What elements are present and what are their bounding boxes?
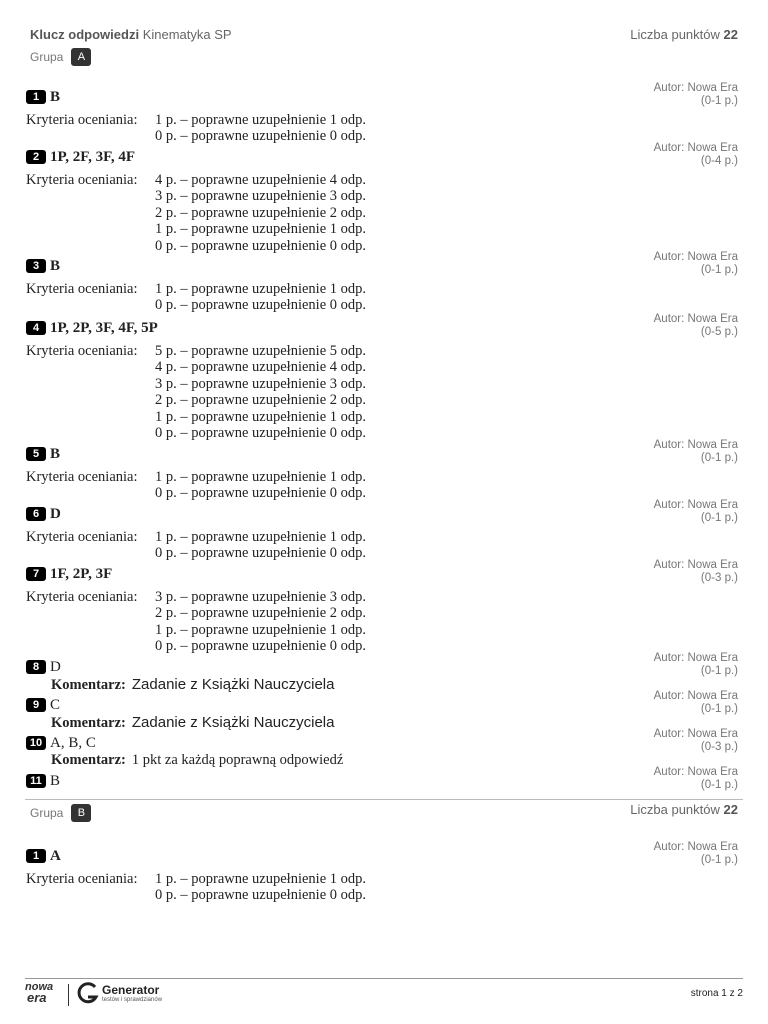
question-author: Autor: Nowa Era	[653, 439, 738, 451]
question-header	[26, 319, 738, 337]
question-item	[26, 766, 738, 791]
question-item	[26, 690, 738, 732]
criteria-label: Kryteria oceniania:	[26, 469, 138, 485]
question-number-badge: 3	[26, 259, 46, 273]
question-points: (0-1 p.)	[700, 512, 738, 524]
criteria-line: 0 p. – poprawne uzupełnienie 0 odp.	[155, 545, 367, 562]
grading-criteria	[26, 281, 738, 314]
question-meta	[654, 439, 738, 465]
question-author: Autor: Nowa Era	[653, 841, 738, 853]
criteria-list	[155, 281, 366, 314]
criteria-label: Kryteria oceniania:	[26, 871, 138, 887]
criteria-line: 1 p. – poprawne uzupełnienie 1 odp.	[155, 281, 367, 297]
question-header	[26, 734, 738, 752]
grading-criteria	[26, 871, 738, 904]
grading-criteria	[26, 112, 738, 145]
criteria-line: 3 p. – poprawne uzupełnienie 3 odp.	[155, 589, 367, 605]
page-header	[30, 27, 738, 42]
question-author: Autor: Nowa Era	[653, 499, 738, 511]
document-title: Klucz odpowiedzi Kinematyka SP	[30, 27, 232, 42]
question-author: Autor: Nowa Era	[653, 82, 738, 94]
generator-g-icon	[77, 982, 99, 1006]
question-meta	[654, 652, 738, 678]
question-item	[26, 142, 738, 254]
grading-criteria	[26, 529, 738, 562]
comment-text: 1 pkt za każdą poprawną odpowiedź	[131, 752, 344, 768]
question-number-badge: 10	[26, 736, 46, 750]
question-points: (0-1 p.)	[700, 779, 738, 791]
criteria-line: 2 p. – poprawne uzupełnienie 2 odp.	[155, 204, 367, 221]
comment-label: Komentarz:	[51, 677, 126, 693]
criteria-line: 0 p. – poprawne uzupełnienie 0 odp.	[155, 485, 367, 502]
grading-criteria	[26, 172, 738, 254]
question-item	[26, 841, 738, 904]
question-points: (0-1 p.)	[700, 854, 738, 866]
criteria-line: 1 p. – poprawne uzupełnienie 1 odp.	[155, 621, 367, 638]
question-answer: A, B, C	[50, 734, 96, 751]
question-points: (0-5 p.)	[700, 326, 738, 338]
criteria-line: 1 p. – poprawne uzupełnienie 1 odp.	[155, 408, 367, 425]
question-meta	[654, 559, 738, 585]
comment-label: Komentarz:	[51, 752, 126, 768]
criteria-line: 0 p. – poprawne uzupełnienie 0 odp.	[155, 638, 367, 655]
page-footer	[25, 982, 743, 1008]
question-meta	[654, 690, 738, 716]
criteria-line: 4 p. – poprawne uzupełnienie 4 odp.	[155, 172, 367, 188]
question-points: (0-1 p.)	[700, 452, 738, 464]
criteria-label: Kryteria oceniania:	[26, 589, 138, 605]
question-header	[26, 847, 738, 865]
question-answer: B	[50, 445, 61, 462]
question-header	[26, 696, 738, 714]
criteria-list	[155, 589, 366, 655]
question-points: (0-1 p.)	[700, 703, 738, 715]
question-item	[26, 439, 738, 502]
question-header	[26, 505, 738, 523]
question-header	[26, 565, 738, 583]
question-meta	[654, 499, 738, 525]
criteria-list	[155, 871, 366, 904]
question-number-badge: 8	[26, 660, 46, 674]
question-answer: 1P, 2P, 3F, 4F, 5P	[50, 319, 158, 336]
generator-logo: Generator testów i sprawdzianów	[77, 982, 162, 1006]
question-answer: B	[50, 772, 61, 789]
criteria-list	[155, 112, 366, 145]
criteria-line: 1 p. – poprawne uzupełnienie 1 odp.	[155, 112, 367, 128]
question-points: (0-4 p.)	[700, 155, 738, 167]
group-a-label: Grupa A	[30, 48, 91, 66]
question-number-badge: 9	[26, 698, 46, 712]
criteria-line: 3 p. – poprawne uzupełnienie 3 odp.	[155, 375, 367, 392]
question-item	[26, 559, 738, 655]
question-item	[26, 82, 738, 145]
criteria-line: 1 p. – poprawne uzupełnienie 1 odp.	[155, 871, 367, 887]
question-header	[26, 148, 738, 166]
criteria-line: 0 p. – poprawne uzupełnienie 0 odp.	[155, 425, 367, 442]
comment-text: Zadanie z Książki Nauczyciela	[131, 714, 335, 731]
question-author: Autor: Nowa Era	[653, 652, 738, 664]
question-answer: B	[50, 88, 61, 105]
question-answer: 1F, 2P, 3F	[50, 565, 113, 582]
comment-label: Komentarz:	[51, 715, 126, 731]
criteria-label: Kryteria oceniania:	[26, 281, 138, 297]
question-header	[26, 772, 738, 790]
question-meta	[654, 841, 738, 867]
nowa-era-logo: nowa era	[25, 981, 54, 1005]
question-item	[26, 499, 738, 562]
question-meta	[654, 142, 738, 168]
question-number-badge: 1	[26, 90, 46, 104]
question-item	[26, 313, 738, 442]
question-author: Autor: Nowa Era	[653, 728, 738, 740]
criteria-list	[155, 343, 366, 441]
group-a-badge: A	[71, 48, 91, 66]
criteria-line: 2 p. – poprawne uzupełnienie 2 odp.	[155, 605, 367, 622]
criteria-line: 0 p. – poprawne uzupełnienie 0 odp.	[155, 128, 367, 145]
question-points: (0-1 p.)	[700, 665, 738, 677]
criteria-label: Kryteria oceniania:	[26, 172, 138, 188]
criteria-line: 3 p. – poprawne uzupełnienie 3 odp.	[155, 188, 367, 205]
question-comment	[51, 752, 738, 769]
question-comment	[51, 676, 738, 694]
question-number-badge: 2	[26, 150, 46, 164]
criteria-line: 1 p. – poprawne uzupełnienie 1 odp.	[155, 221, 367, 238]
question-number-badge: 1	[26, 849, 46, 863]
criteria-list	[155, 529, 366, 562]
question-item	[26, 251, 738, 314]
question-answer: A	[50, 847, 61, 864]
question-author: Autor: Nowa Era	[653, 559, 738, 571]
question-author: Autor: Nowa Era	[653, 313, 738, 325]
question-header	[26, 445, 738, 463]
criteria-line: 5 p. – poprawne uzupełnienie 5 odp.	[155, 343, 367, 359]
question-answer: D	[50, 505, 61, 522]
question-points: (0-1 p.)	[700, 264, 738, 276]
question-author: Autor: Nowa Era	[653, 251, 738, 263]
criteria-list	[155, 172, 366, 254]
criteria-label: Kryteria oceniania:	[26, 343, 138, 359]
question-comment	[51, 714, 738, 732]
group-b-badge: B	[71, 804, 91, 822]
question-answer: D	[50, 658, 61, 675]
criteria-list	[155, 469, 366, 502]
comment-text: Zadanie z Książki Nauczyciela	[131, 676, 335, 693]
logo-separator	[68, 984, 69, 1006]
criteria-line: 1 p. – poprawne uzupełnienie 1 odp.	[155, 469, 367, 485]
question-number-badge: 6	[26, 507, 46, 521]
question-answer: B	[50, 257, 61, 274]
group-b-label: Grupa B	[30, 804, 91, 822]
question-header	[26, 88, 738, 106]
question-item	[26, 652, 738, 694]
question-meta	[654, 766, 738, 792]
question-number-badge: 11	[26, 774, 46, 788]
question-meta	[654, 313, 738, 339]
question-number-badge: 7	[26, 567, 46, 581]
grading-criteria	[26, 589, 738, 655]
criteria-line: 0 p. – poprawne uzupełnienie 0 odp.	[155, 887, 367, 904]
question-item	[26, 728, 738, 769]
question-author: Autor: Nowa Era	[653, 690, 738, 702]
total-points: Liczba punktów 22	[630, 27, 738, 42]
criteria-line: 0 p. – poprawne uzupełnienie 0 odp.	[155, 297, 367, 314]
question-author: Autor: Nowa Era	[653, 766, 738, 778]
question-points: (0-3 p.)	[700, 741, 738, 753]
question-header	[26, 257, 738, 275]
criteria-line: 1 p. – poprawne uzupełnienie 1 odp.	[155, 529, 367, 545]
question-meta	[654, 728, 738, 754]
criteria-line: 4 p. – poprawne uzupełnienie 4 odp.	[155, 359, 367, 376]
question-meta	[654, 251, 738, 277]
page-number: strona 1 z 2	[690, 988, 743, 999]
criteria-line: 2 p. – poprawne uzupełnienie 2 odp.	[155, 392, 367, 409]
grading-criteria	[26, 343, 738, 441]
question-number-badge: 4	[26, 321, 46, 335]
grading-criteria	[26, 469, 738, 502]
question-meta	[654, 82, 738, 108]
criteria-label: Kryteria oceniania:	[26, 112, 138, 128]
question-header	[26, 658, 738, 676]
question-author: Autor: Nowa Era	[653, 142, 738, 154]
criteria-line: 0 p. – poprawne uzupełnienie 0 odp.	[155, 237, 367, 254]
group-divider	[25, 799, 743, 800]
question-number-badge: 5	[26, 447, 46, 461]
criteria-label: Kryteria oceniania:	[26, 529, 138, 545]
question-points: (0-1 p.)	[700, 95, 738, 107]
question-answer: C	[50, 696, 61, 713]
footer-divider	[25, 978, 743, 979]
question-answer: 1P, 2F, 3F, 4F	[50, 148, 136, 165]
question-points: (0-3 p.)	[700, 572, 738, 584]
